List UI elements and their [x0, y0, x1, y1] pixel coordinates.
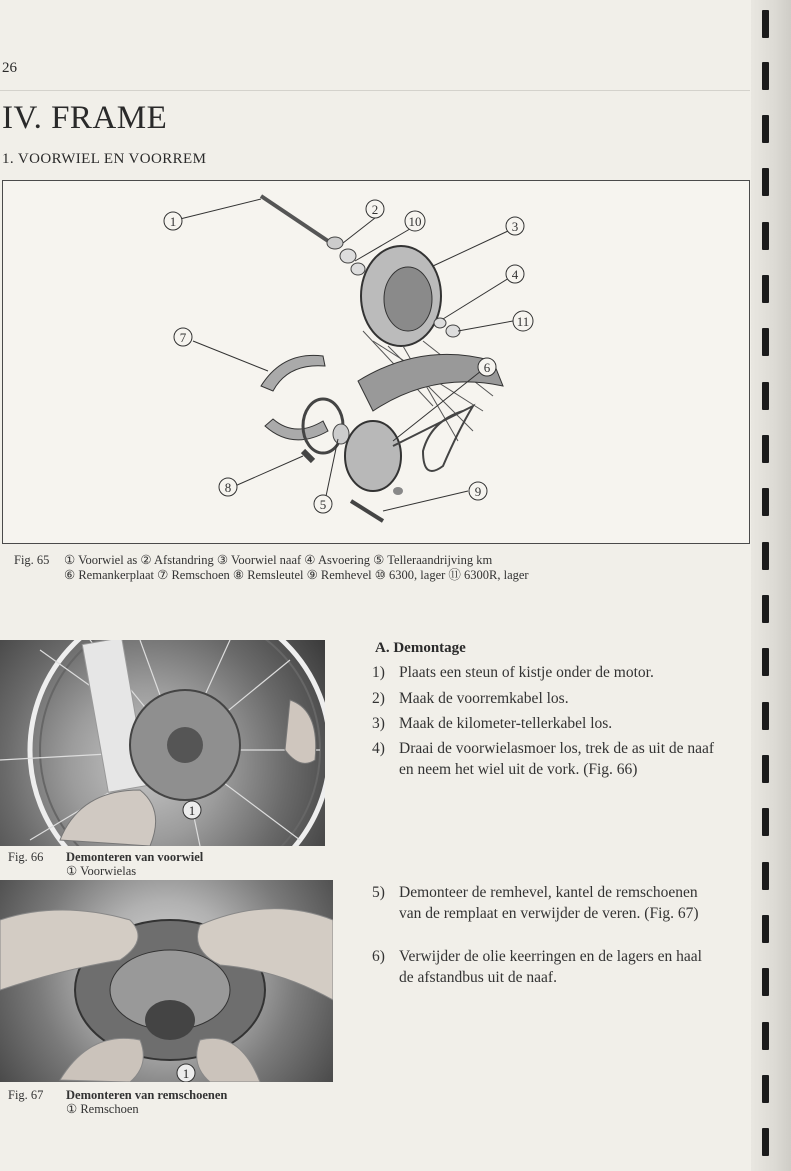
bearing-part	[340, 249, 356, 263]
callout-7	[174, 328, 192, 346]
figure-67-label: Fig. 67	[8, 1088, 44, 1102]
binding-ring	[762, 595, 769, 623]
binding-ring	[762, 10, 769, 38]
step-text: Maak de voorremkabel los.	[399, 690, 569, 707]
step-text: Draai de voorwielasmoer los, trek de as uit de naaf en neem het wiel uit de vork. (Fig. 66)	[399, 740, 715, 778]
svg-text:7: 7	[179, 330, 187, 345]
binding-ring	[762, 488, 769, 516]
step-number: 4)	[372, 740, 385, 757]
binding-ring	[762, 968, 769, 996]
page-number: 26	[2, 60, 17, 76]
binding-ring	[762, 382, 769, 410]
svg-text:4: 4	[511, 267, 519, 282]
figure-66-callout: 1	[188, 803, 196, 818]
figure-67-photo	[0, 880, 333, 1082]
figure-66-label: Fig. 66	[8, 850, 44, 864]
step-text: Plaats een steun of kistje onder de motor.	[399, 664, 654, 681]
figure-67-subtitle: ① Remschoen	[66, 1102, 139, 1116]
callout-1	[164, 212, 182, 230]
figure-66-photo	[0, 640, 325, 846]
brake-shoe-part	[261, 355, 325, 391]
svg-text:2: 2	[371, 202, 379, 217]
callout-10	[405, 211, 425, 231]
binding-ring	[762, 862, 769, 890]
callout-5	[314, 495, 332, 513]
step-number: 2)	[372, 690, 385, 707]
chapter-title: IV. FRAME	[2, 100, 168, 136]
binding-ring	[762, 755, 769, 783]
svg-text:10: 10	[408, 214, 422, 229]
callout-11	[513, 311, 533, 331]
figure-65-label: Fig. 65	[14, 553, 50, 567]
step-text: Demonteer de remhevel, kantel de remschoenen van de remplaat en verwijder de veren. (Fig. 67)	[399, 884, 699, 922]
binding-ring	[762, 1075, 769, 1103]
binding-ring	[762, 222, 769, 250]
svg-text:5: 5	[319, 497, 327, 512]
binding-ring	[762, 435, 769, 463]
binding-ring	[762, 275, 769, 303]
svg-text:8: 8	[224, 480, 232, 495]
wheel-removal-illustration	[0, 640, 325, 846]
binding-ring	[762, 168, 769, 196]
figure-65-diagram	[2, 180, 750, 544]
binding-ring	[762, 62, 769, 90]
bearing-part	[351, 263, 365, 275]
svg-text:9: 9	[474, 484, 482, 499]
figure-65-legend-line-1: ① Voorwiel as ② Afstandring ③ Voorwiel naaf ④ Asvoering ⑤ Telleraandrijving km	[64, 553, 493, 567]
brake-panel-part	[345, 421, 401, 491]
figure-65-caption	[14, 553, 529, 583]
step-6	[372, 946, 717, 988]
callout-4	[506, 265, 524, 283]
figure-66-title: Demonteren van voorwiel	[66, 850, 204, 864]
svg-text:3: 3	[511, 219, 519, 234]
binding-ring	[762, 648, 769, 676]
step-1	[372, 662, 717, 683]
step-number: 1)	[372, 664, 385, 681]
header-rule	[0, 90, 750, 91]
section-title: 1. VOORWIEL EN VOORREM	[2, 151, 207, 167]
axle-part	[261, 196, 328, 241]
callout-9	[469, 482, 487, 500]
brake-shoe-removal-illustration	[0, 880, 333, 1082]
binding-ring	[762, 915, 769, 943]
callout-8	[219, 478, 237, 496]
binding-ring	[762, 328, 769, 356]
step-2	[372, 688, 717, 709]
callout-6	[478, 358, 496, 376]
binding-strip	[751, 0, 791, 1171]
binding-ring	[762, 808, 769, 836]
exploded-view-drawing	[3, 181, 751, 545]
figure-67-callout: 1	[182, 1066, 190, 1081]
figure-66-subtitle: ① Voorwielas	[66, 864, 137, 878]
svg-text:11: 11	[516, 314, 530, 329]
brake-shoe-part	[265, 419, 328, 440]
binding-ring	[762, 1128, 769, 1156]
callout-2	[366, 200, 384, 218]
demontage-heading: A. Demontage	[375, 640, 466, 656]
binding-ring	[762, 542, 769, 570]
figure-65-legend-line-2: ⑥ Remankerplaat ⑦ Remschoen ⑧ Remsleutel ⑨ Remhevel ⑩ 6300, lager ⑪ 6300R, lager	[64, 568, 529, 582]
svg-text:1: 1	[169, 214, 177, 229]
cable-part	[393, 406, 473, 471]
step-number: 6)	[372, 948, 385, 965]
spacer-part	[327, 237, 343, 249]
callout-3	[506, 217, 524, 235]
binding-ring	[762, 702, 769, 730]
step-text: Verwijder de olie keerringen en de lagers en haal de afstandbus uit de naaf.	[399, 948, 702, 986]
hub-drum	[384, 267, 432, 331]
step-5	[372, 882, 717, 924]
step-4	[372, 738, 717, 780]
binding-ring	[762, 115, 769, 143]
figure-67-caption	[8, 1088, 227, 1116]
step-3	[372, 713, 717, 734]
step-number: 3)	[372, 715, 385, 732]
binding-ring	[762, 1022, 769, 1050]
figure-67-title: Demonteren van remschoenen	[66, 1088, 228, 1102]
step-number: 5)	[372, 884, 385, 901]
svg-text:6: 6	[483, 360, 491, 375]
figure-66-caption	[8, 850, 203, 878]
step-text: Maak de kilometer-tellerkabel los.	[399, 715, 613, 732]
